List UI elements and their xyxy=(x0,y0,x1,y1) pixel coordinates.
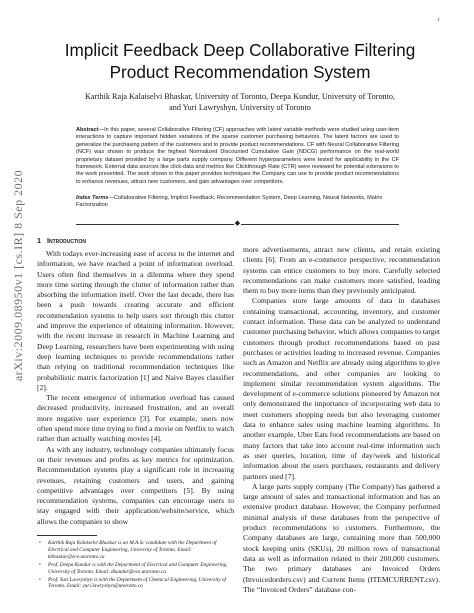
footnote-rule xyxy=(37,535,97,536)
section-number: 1 xyxy=(37,236,41,245)
author-line-2: and Yuri Lawryshyn, University of Toronto xyxy=(169,103,311,112)
abstract-label: Abstract xyxy=(76,127,99,133)
abstract-text: —In this paper, several Collaborative Filtering (CF) approaches with latent variable methods were studied using user-item interactions to capture important hidden variations of the sparse customer purchasing behaviors. The latent factors are used to generalize the purchasing pattern of the customers and to provide product recommendations. CF with Neural Collaborative Filtering (NCF) was shown to produce the highest Normalized Discounted Cumulative Gain (NDCG) performance on the real-world proprietary dataset provided by a large parts supply company. Different hyperparameters were tested for applicability in the CF framework. External data sources like click-data and metrics like Clickthrough Rate (CTR) were reviewed for potential extensions to the work presented. The work shown in this paper provides techniques the Company can use to provide product recommendations to enhance revenues, attract new customers, and gain advantages over competitors. xyxy=(76,127,399,185)
abstract xyxy=(76,127,399,186)
footnote-item xyxy=(37,540,237,561)
footnote-bullet: • xyxy=(39,540,41,546)
index-terms-label: Index Terms xyxy=(76,195,109,201)
footnote-text: Karthik Raja Kalaiselvi Bhaskar is an M.A.Sc candidate with the Department of Electrical and Computer Engineering, University of Toronto. Email: kbhaskar@ece.utoronto.ca xyxy=(48,540,217,560)
footnote-item xyxy=(37,562,237,576)
footnotes xyxy=(37,540,237,591)
right-column xyxy=(243,245,440,595)
author-line-1: Karthik Raja Kalaiselvi Bhaskar, University of Toronto, Deepa Kundur, University of Toronto, xyxy=(84,92,396,101)
index-terms xyxy=(76,195,399,210)
footnote-bullet: • xyxy=(39,576,41,583)
arxiv-identifier xyxy=(6,110,32,440)
author-list xyxy=(40,91,440,113)
section-title: Introduction xyxy=(47,236,86,245)
arxiv-identifier-text: arXiv:2009.08950v1 [cs.IR] 8 Sep 2020 xyxy=(11,169,26,381)
intro-paragraph: Companies store large amounts of data in databases containing transactional, accounting, inventory, and customer contact information. These data can be analyzed to understand customer purchasing behavior, which allows companies to target customers through product recommendations based on past purchases or activities leading to increased revenue. Companies such as Amazon and Netflix are already using algorithms to give recommendations, and other companies are looking to implement similar recommendation system algorithms. The development of e-commerce solutions pioneered by Amazon not only demonstrated the importance of incorporating web data to meet customers shopping needs but also leveraging customer data to enhance sales using machine learning algorithms. In another example, Uber Eats food recommendations are based on many factors that take into account real-time information such as user queries, location, time of day/week and historical information about the users purchases, restaurants and delivery partners used [7]. xyxy=(243,296,440,481)
intro-paragraph: The recent emergence of information overload has caused decreased productivity, increased frustration, and an overall more negative user experience [3]. For example, users now often spend more time trying to find a movie on Netflix to watch rather than actually watching movies [4]. xyxy=(37,393,234,444)
page-number: 1 xyxy=(437,18,440,23)
intro-paragraph: more advertisements, attract new clients, and retain existing clients [6]. From an e-commerce perspective, recommendation systems can entice customers to buy more. Carefully selected recommendations can make customers more satisfied, leading them to buy more items than they previously anticipated. xyxy=(243,245,440,296)
paper-title: Implicit Feedback Deep Collaborative Filtering Product Recommendation System xyxy=(64,40,416,82)
intro-paragraph: A large parts supply company (The Company) has gathered a large amount of sales and transactional information and has an extensive product database. However, the Company performed minimal analysis of these databases from the perspective of product recommendations to customers. Furthermore, the Company databases are large, containing more than 500,000 stock keeping units (SKUs), 20 million rows of transactional data as well as information related to their 200,000 customers. The two primary databases are Invoiced Orders (Invoicedorders.csv) and Current Items (ITEMCURRENT.csv). The “Invoiced Orders” database con- xyxy=(243,481,440,594)
footnote-bullet: • xyxy=(39,561,41,568)
index-terms-text: —Collaborative Filtering, Implicit Feedback, Recommendation System, Deep Learning, Neural Networks, Matrix Factorization xyxy=(76,195,383,209)
section-heading xyxy=(37,236,86,245)
divider-diamond-icon: ◆ xyxy=(234,219,241,227)
footnote-text: Prof. Yuri Lawryshyn is with the Department of Chemical Engineering, University of Toronto. Email: yuri.lawryshyn@utoronto.ca xyxy=(48,576,226,590)
footnote-text: Prof. Deepa Kundur is with the Department of Electrical and Computer Engineering, University of Toronto. Email: dkundur@ece.utoronto.ca xyxy=(48,561,228,575)
footnote-item xyxy=(37,577,237,591)
intro-paragraph: As with any industry, technology companies ultimately focus on their revenues and profits as key metrics for optimization. Recommendation systems play a significant role in increasing revenues, retaining customers and users, and gaining competitive advantages over competitors [5]. By using recommendation systems, companies can encourage users to stay engaged with their application/website/service, which allows the companies to show xyxy=(37,444,234,526)
left-column xyxy=(37,249,234,527)
intro-paragraph: With todays ever-increasing ease of access to the internet and information, we have reached a point of information overload. Users often find themselves in a dilemma where they spend more time sorting through the clutter of information rather than absorbing the information itself. Over the last decade, there has been a push towards creating accurate and efficient recommendation systems to help users sort through this clutter and improve the experience of obtaining information. However, with the recent increase in research in Machine Learning and Deep Learning, researchers have been experimenting with using deep learning techniques to provide recommendations rather than relying on traditional recommendation techniques like probabilistic matrix factorization [1] and Naive Bayes classifier [2]. xyxy=(37,249,234,392)
